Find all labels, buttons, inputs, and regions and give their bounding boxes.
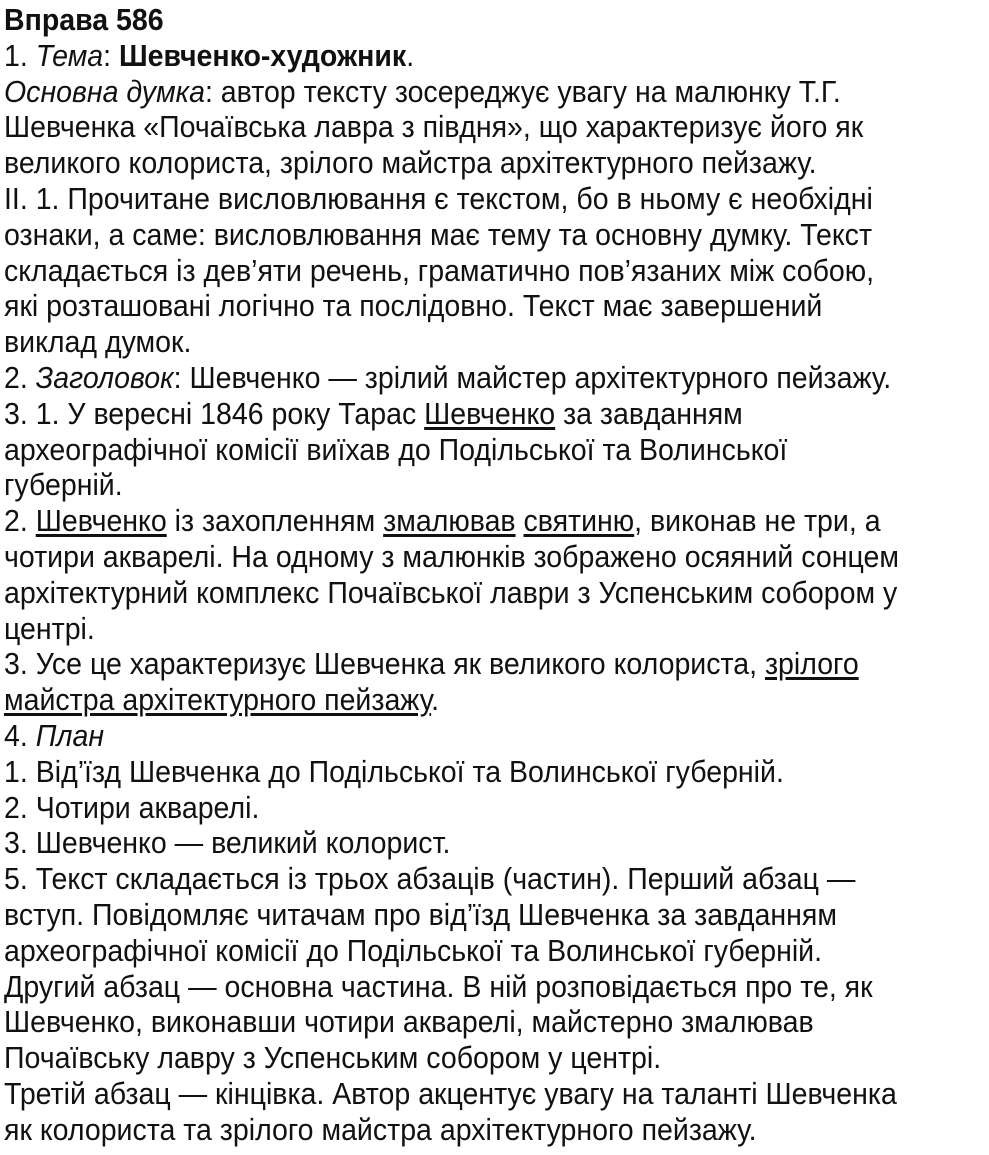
text-line xyxy=(4,790,989,826)
text-line xyxy=(4,1112,989,1148)
text-line xyxy=(4,38,989,74)
text-segment: . xyxy=(406,37,415,73)
text-segment: археографічної комісії виїхав до Подільської та Волинської xyxy=(4,431,788,467)
text-segment: ІІ. 1. Прочитане висловлювання є текстом, бо в ньому є необхідні xyxy=(4,180,873,216)
text-line xyxy=(4,288,989,324)
text-segment: : Шевченко — зрілий майстер архітектурного пейзажу. xyxy=(173,359,892,395)
text-line xyxy=(4,181,989,217)
text-line xyxy=(4,1004,989,1040)
text-segment: 5. Текст складається із трьох абзаців (частин). Перший абзац — xyxy=(4,861,856,897)
text-segment: 3. Шевченко — великий колорист. xyxy=(4,825,451,861)
text-line xyxy=(4,324,989,360)
text-segment: 4. xyxy=(4,717,36,753)
text-segment: складається із дев’яти речень, граматично пов’язаних між собою, xyxy=(4,252,875,288)
text-line xyxy=(4,360,989,396)
text-line xyxy=(4,396,989,432)
text-segment: археографічної комісії до Подільської та Волинської губерній. xyxy=(4,932,823,968)
text-line xyxy=(4,646,989,682)
text-segment: які розташовані логічно та послідовно. Текст має завершений xyxy=(4,288,823,324)
text-segment: Шевченко, виконавши чотири акварелі, майстерно змалював xyxy=(4,1004,814,1040)
text-segment: як колориста та зрілого майстра архітектурного пейзажу. xyxy=(4,1111,757,1147)
italic-label: Тема xyxy=(35,37,104,73)
text-segment: 1. xyxy=(4,37,36,73)
text-line xyxy=(4,1040,989,1076)
text-segment: архітектурний комплекс Почаївської лаври з Успенським собором у xyxy=(4,574,898,610)
text-segment: Почаївську лавру з Успенським собором у центрі. xyxy=(4,1040,662,1076)
text-segment: чотири акварелі. На одному з малюнків зображено осяяний сонцем xyxy=(4,538,899,574)
text-line xyxy=(4,933,989,969)
underlined-text: майстра архітектурного пейзажу xyxy=(4,682,432,718)
text-line xyxy=(4,611,989,647)
text-line xyxy=(4,718,989,754)
text-line xyxy=(4,861,989,897)
text-segment: Другий абзац — основна частина. В ній розповідається про те, як xyxy=(4,968,873,1004)
text-segment: 3. Усе це характеризує Шевченка як великого колориста, xyxy=(4,646,765,682)
underlined-text: зрілого xyxy=(764,646,859,682)
text-segment: за завданням xyxy=(555,395,743,431)
text-segment: центрі. xyxy=(4,610,95,646)
text-segment: ознаки, а саме: висловлювання має тему та основну думку. Текст xyxy=(4,216,873,252)
italic-label: Заголовок xyxy=(35,359,174,395)
text-segment: 2. Чотири акварелі. xyxy=(4,789,260,825)
text-segment: Третій абзац — кінцівка. Автор акцентує увагу на таланті Шевченка xyxy=(4,1075,897,1111)
text-line xyxy=(4,467,989,503)
text-segment: , виконав не три, а xyxy=(634,503,881,539)
text-segment: великого колориста, зрілого майстра архітектурного пейзажу. xyxy=(4,145,817,181)
text-segment: із захопленням xyxy=(166,503,384,539)
text-line xyxy=(4,432,989,468)
text-line xyxy=(4,825,989,861)
text-line xyxy=(4,682,989,718)
text-segment: губерній. xyxy=(4,467,123,503)
text-line xyxy=(4,969,989,1005)
text-line xyxy=(4,539,989,575)
text-segment: : xyxy=(103,37,119,73)
text-line xyxy=(4,74,989,110)
exercise-title: Вправа 586 xyxy=(4,2,164,37)
italic-label: Основна думка xyxy=(4,73,205,109)
text-segment: : автор тексту зосереджує увагу на малюнку Т.Г. xyxy=(204,73,841,109)
underlined-text: Шевченко xyxy=(424,395,556,431)
text-segment: 1. Від’їзд Шевченка до Подільської та Волинської губерній. xyxy=(4,753,784,789)
text-line xyxy=(4,217,989,253)
text-line xyxy=(4,503,989,539)
text-segment: 3. 1. У вересні 1846 року Тарас xyxy=(4,395,425,431)
text-line xyxy=(4,253,989,289)
text-line xyxy=(4,575,989,611)
text-segment: вступ. Повідомляє читачам про від’їзд Шевченка за завданням xyxy=(4,896,837,932)
bold-text: Шевченко-художник xyxy=(119,37,407,73)
text-segment: . xyxy=(431,682,440,718)
text-line xyxy=(4,1076,989,1112)
text-line xyxy=(4,754,989,790)
text-segment: виклад думок. xyxy=(4,324,192,360)
exercise-document xyxy=(4,2,989,1148)
underlined-text: Шевченко xyxy=(35,503,167,539)
text-segment: 2. xyxy=(4,503,36,539)
text-line xyxy=(4,109,989,145)
text-segment: Шевченка «Почаївська лавра з півдня», що характеризує його як xyxy=(4,109,864,145)
italic-label: План xyxy=(35,717,105,753)
text-line xyxy=(4,897,989,933)
text-segment xyxy=(516,503,524,538)
exercise-body xyxy=(4,38,989,1148)
text-segment: 2. xyxy=(4,359,36,395)
underlined-text: святиню xyxy=(523,503,635,539)
text-line xyxy=(4,145,989,181)
underlined-text: змалював xyxy=(383,503,516,539)
